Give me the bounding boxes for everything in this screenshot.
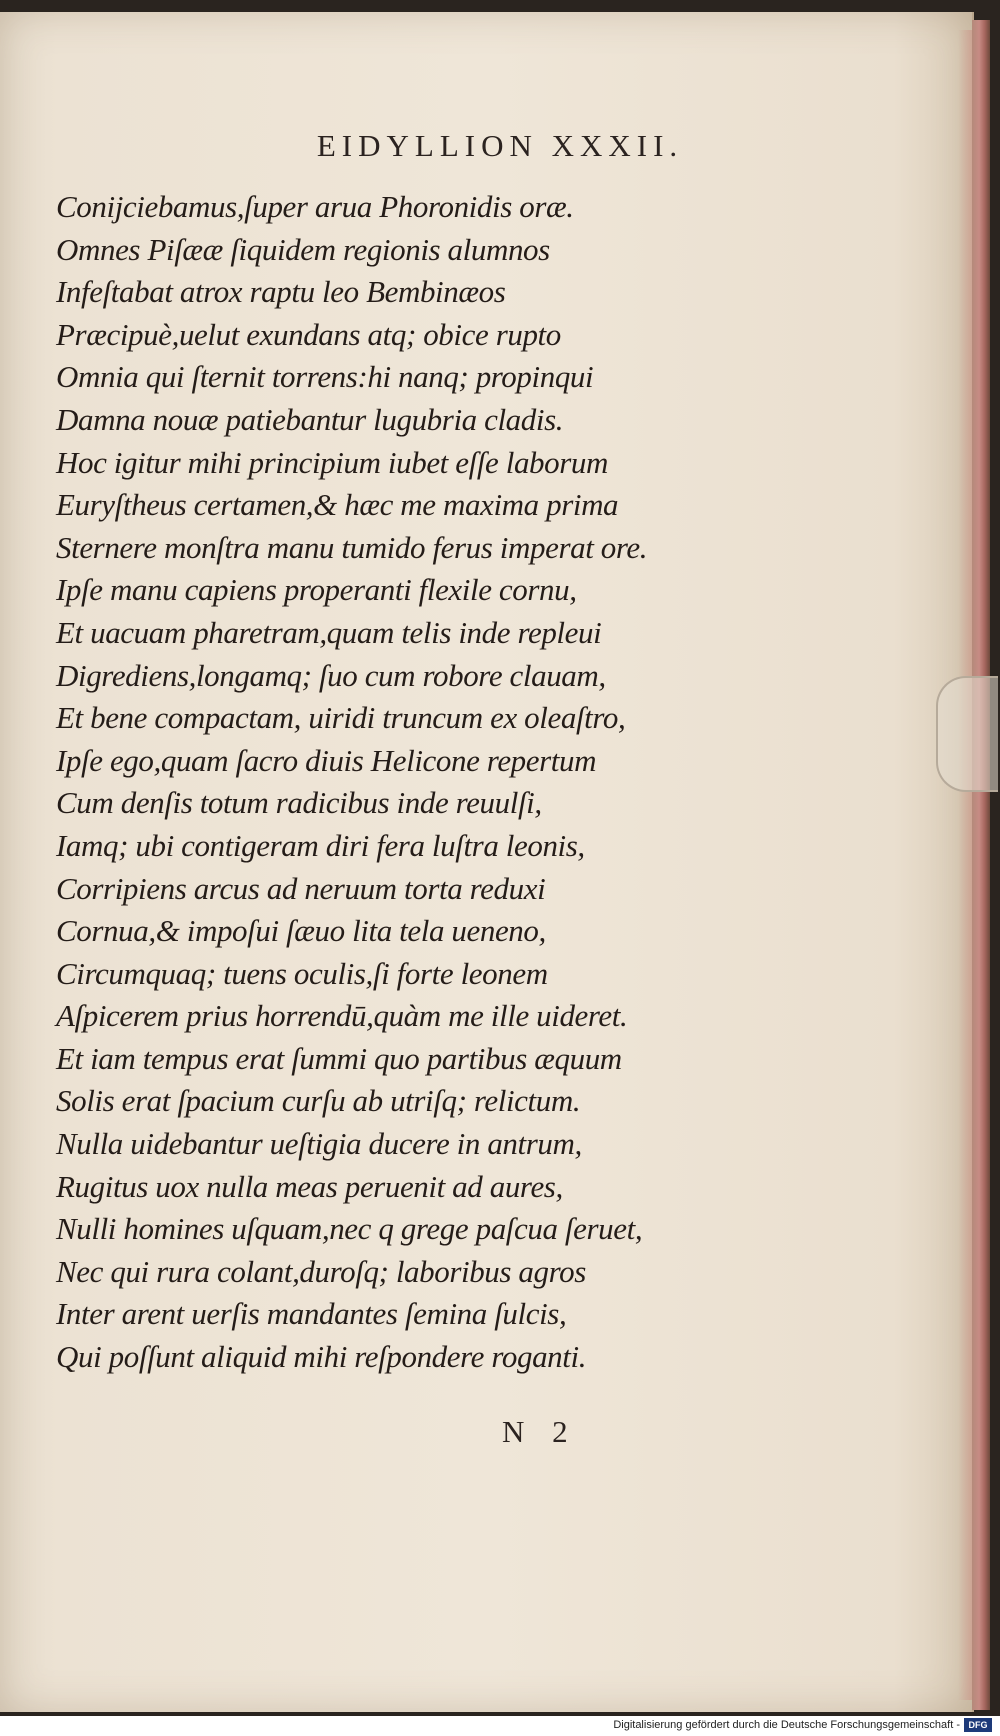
verse-line: Euryſtheus certamen,& hæc me maxima prima [56,487,619,523]
digitization-credit: Digitalisierung gefördert durch die Deutsche Forschungsgemeinschaft - [613,1719,960,1731]
verse-line: Corripiens arcus ad neruum torta reduxi [56,870,546,906]
dfg-logo: DFG [964,1718,992,1732]
verse-line: Inter arent uerſis mandantes ſemina ſulcis, [56,1296,567,1332]
verse-line: Rugitus uox nulla meas peruenit ad aures, [56,1168,563,1204]
verse-line: Conijciebamus,ſuper arua Phoronidis oræ. [56,189,574,224]
verse-line: Solis erat ſpacium curſu ab utriſq; relictum. [56,1083,581,1119]
verse-line: Nec qui rura colant,duroſq; laboribus agros [56,1253,586,1289]
verse-line: Damna nouæ patiebantur lugubria cladis. [56,401,564,437]
verse-line: Et bene compactam, uiridi truncum ex oleaſtro, [56,700,626,736]
verse-line: Iamq; ubi contigeram diri fera luſtra leonis, [56,827,585,863]
verse-line: Omnes Piſææ ſiquidem regionis alumnos [56,231,550,267]
verse-line: Infeſtabat atrox raptu leo Bembinæos [56,274,506,310]
page-edge-tint [958,30,972,1700]
verse-line: Et uacuam pharetram,quam telis inde repleui [56,614,602,650]
verse-line: Digrediens,longamq; ſuo cum robore clauam, [56,657,606,693]
verse-line: Ipſe ego,quam ſacro diuis Helicone repertum [56,742,597,778]
verse-line: Nulli homines uſquam,nec q grege paſcua ſeruet, [56,1211,643,1247]
verse-line: Et iam tempus erat ſummi quo partibus æquum [56,1040,622,1076]
verse-text-block [56,186,746,1379]
verse-line: Nulla uidebantur ueſtigia ducere in antrum, [56,1126,582,1162]
signature-mark: N 2 [502,1414,578,1449]
verse-line: Cum denſis totum radicibus inde reuulſi, [56,785,542,821]
verse-line: Cornua,& impoſui ſæuo lita tela ueneno, [56,913,546,949]
verse-line: Circumquaq; tuens oculis,ſi forte leonem [56,955,548,991]
verse-line: Aſpicerem prius horrendū,quàm me ille uideret. [56,998,628,1034]
verse-line: Hoc igitur mihi principium iubet eſſe laborum [56,444,609,480]
verse-line: Ipſe manu capiens properanti flexile cornu, [56,572,577,608]
running-head: EIDYLLION XXXII. [316,128,684,163]
verse-line: Sternere monſtra manu tumido ferus imperat ore. [56,529,648,565]
verse-line: Omnia qui ſternit torrens:hi nanq; propinqui [56,359,594,395]
verse-line: Qui poſſunt aliquid mihi reſpondere roganti. [56,1339,587,1375]
page-tab-marker [936,676,998,792]
page-edge [972,20,990,1710]
verse-line: Præcipuè,uelut exundans atq; obice rupto [56,316,561,352]
